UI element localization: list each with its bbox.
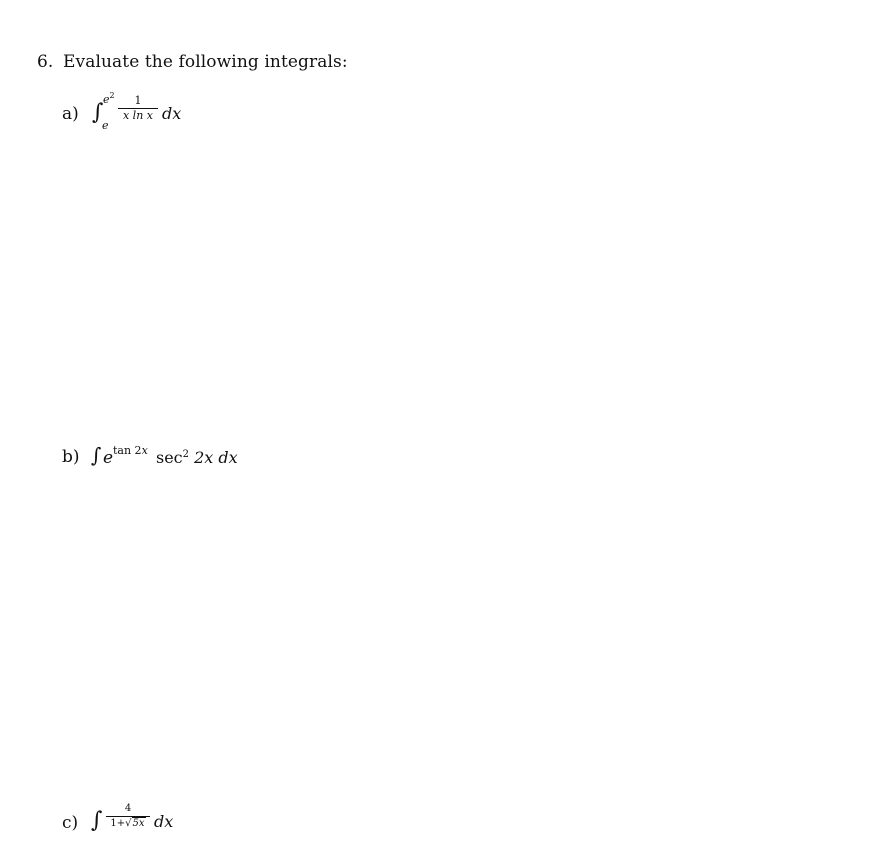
- problem-b-factor-arg: 2x dx: [189, 448, 238, 467]
- problem-b-exponent: [113, 444, 148, 457]
- problem-a-upper-exponent: 2: [109, 91, 115, 100]
- problem-a-upper-base: e: [103, 93, 110, 106]
- problem-a-lower-limit: e: [102, 119, 109, 132]
- problem-c-numerator: 4: [124, 803, 132, 814]
- problem-c-integral-sign: ∫: [91, 808, 103, 833]
- problem-b-factor-exponent: 2: [182, 449, 190, 460]
- square-root-icon: √: [125, 818, 132, 829]
- problem-b-factor-func: sec: [156, 448, 183, 467]
- problem-b-label: b): [62, 447, 80, 467]
- problem-b-exponent-func: tan 2: [113, 444, 142, 457]
- question-number: 6.: [37, 52, 54, 72]
- problem-c-fraction: [106, 803, 150, 830]
- question-heading: [37, 52, 348, 72]
- problem-c-denominator: [106, 818, 150, 830]
- problem-b-integral-sign: ∫: [91, 443, 102, 467]
- problem-b-base: e: [103, 448, 114, 468]
- problem-a-label: a): [62, 104, 79, 124]
- problem-a-upper-limit: [103, 91, 115, 106]
- problem-a-integral-sign: ∫: [92, 100, 104, 125]
- problem-b-exponent-var: x: [141, 444, 148, 457]
- problem-a-differential: dx: [162, 104, 182, 123]
- problem-c-differential: dx: [154, 812, 174, 831]
- problem-b-factor: [156, 448, 238, 467]
- problem-a-numerator: 1: [134, 94, 142, 107]
- problem-c-denominator-prefix: 1+: [110, 818, 126, 829]
- question-prompt: Evaluate the following integrals:: [63, 52, 348, 72]
- problem-a-denominator: x ln x: [122, 109, 153, 122]
- problem-a-fraction: [118, 95, 158, 122]
- problem-c-label: c): [62, 813, 79, 833]
- problem-c-radicand: 5x: [132, 818, 145, 829]
